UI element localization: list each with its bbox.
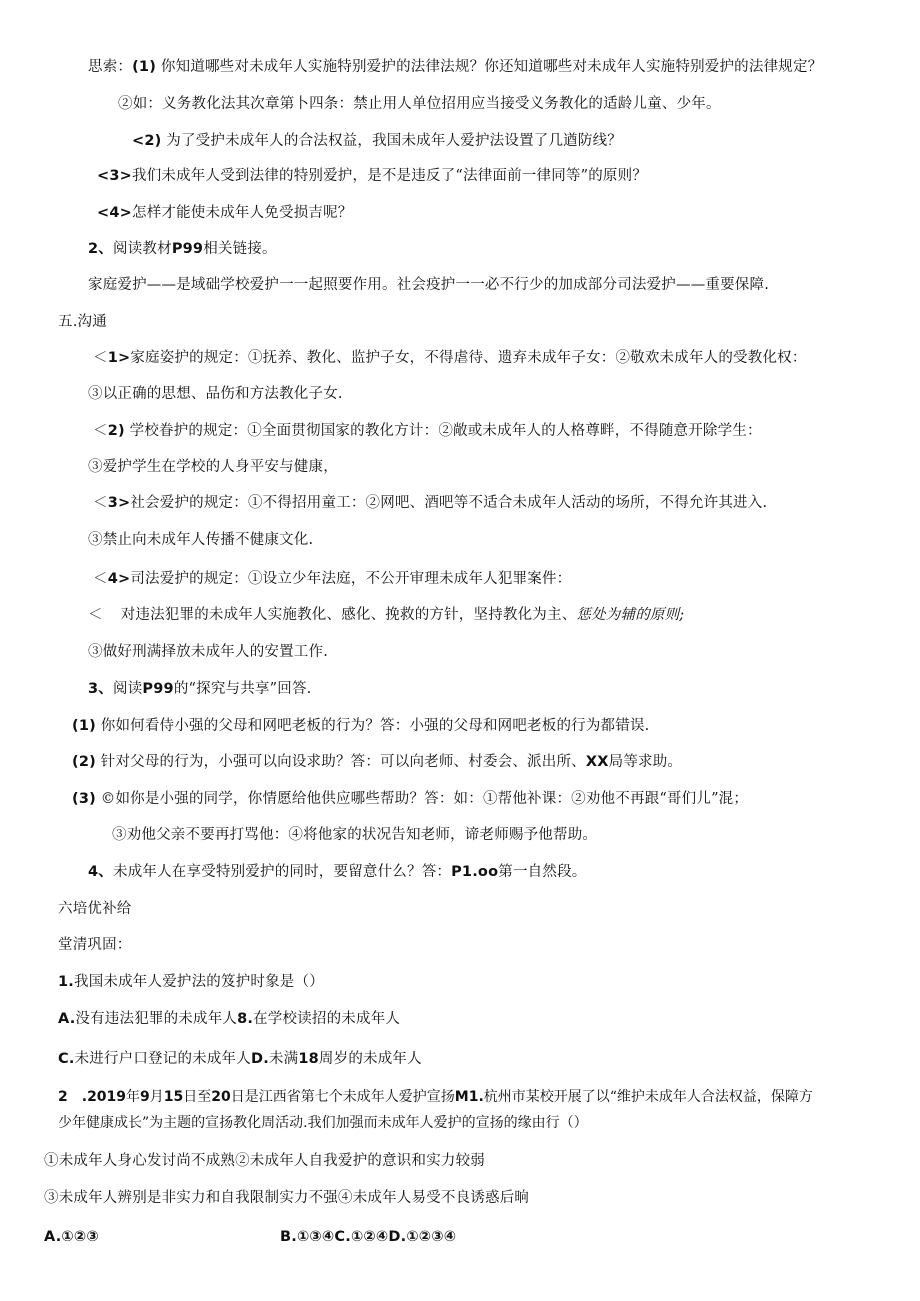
read-task-3: [88, 679, 311, 699]
task-text: 阅读教材: [113, 241, 172, 257]
date-day: 15: [163, 1089, 184, 1105]
answer-1: [72, 716, 649, 736]
task-text: 未成年人在享受特别爱护的同时，要留意什么？答：: [113, 864, 452, 880]
task-number: 3、: [88, 681, 113, 697]
option-a-text: 没有违法犯罪的未成年人: [75, 1011, 238, 1027]
page-ref: P99: [171, 241, 204, 257]
think-question-3: [97, 166, 647, 186]
question-text: 我国未成年人爱护法的笈护时象是（）: [74, 974, 324, 990]
option-d-tail: 周岁的未成年人: [318, 1051, 422, 1067]
option-d-label: D.: [250, 1051, 269, 1067]
quiz-question-1: [58, 972, 324, 992]
quiz-question-2-cont: 少年健康成长”为主题的宣扬教化周活动.我们加强而未成年人爱护的宣扬的缘由行（）: [58, 1115, 588, 1131]
angle-mark: ＜: [88, 607, 103, 623]
question-bold-mark: M1.: [454, 1089, 484, 1105]
angle-mark: ＜: [93, 423, 108, 439]
task-number: 2、: [88, 241, 113, 257]
task-text: 阅读: [113, 681, 143, 697]
think-example: ②如：义务教化法其次章第卜四条：禁止用人单位招用应当接受义务教化的适龄儿童、少年。: [118, 96, 721, 112]
question-number: <2): [132, 133, 162, 149]
section-6-title: 六培优补给: [58, 901, 132, 917]
read-task-4: [88, 862, 586, 882]
answer-number: (2): [72, 754, 96, 770]
answer-3-cont: ③劝他父亲不要再打骂他：④将他家的状况告知老师，谛老师赐予他帮助。: [112, 827, 598, 843]
task-number: 4、: [88, 864, 113, 880]
item-text-italic: 惩处为辅的原则;: [576, 607, 685, 623]
item-number: 2): [107, 423, 125, 439]
page-ref: P99: [142, 681, 174, 697]
answer-text: ©如你是小强的同学，你情愿给他供应哪些帮助？答：如：①帮他补课：②劝他不再跟“哥们儿”混；: [95, 791, 749, 807]
question-number: (1): [132, 59, 157, 75]
family-protection-rule: [93, 348, 807, 368]
page-ref: P1.oo: [451, 864, 499, 880]
option-b-label: 8.: [237, 1011, 254, 1027]
family-protection-rule-cont: ③以正确的思想、品伤和方法教化子女.: [88, 386, 343, 402]
item-text: 司法爱护的规定：①设立少年法庭，不公开审理未成年人犯罪案件：: [130, 571, 572, 587]
answer-text: 针对父母的行为，小强可以向设求助？答：可以向老师、村委会、派出所、: [95, 754, 586, 770]
task-text-tail: 相关链接。: [203, 241, 277, 257]
quiz-1-options-cd: [58, 1049, 422, 1069]
angle-mark: ＜: [93, 350, 108, 366]
society-protection-rule: [93, 493, 767, 513]
option-d-number: 18: [298, 1051, 319, 1067]
read-task-2: [88, 239, 277, 259]
option-d-text: 未满: [268, 1051, 299, 1067]
angle-mark: ＜: [93, 571, 108, 587]
question-text: 日是江西省第七个未成年人爱护宣扬: [230, 1089, 455, 1105]
answer-number: (1): [72, 718, 96, 734]
think-question-4: [97, 203, 353, 223]
option-c-text: 未进行户口登记的未成年人: [74, 1051, 251, 1067]
quiz-2-answers-bcd: B.①③④C.①②④D.①②③④: [280, 1229, 457, 1245]
item-number: 1>: [107, 350, 131, 366]
answer-text-tail: 局等求助。: [608, 754, 683, 770]
date-day-end: 20: [211, 1089, 231, 1105]
option-c-label: C.: [58, 1051, 75, 1067]
question-text-tail: 杭州市某校开展了以“维护未成年人合法权益，保障方: [483, 1089, 813, 1105]
family-protection-summary: 家庭爱护——是域础学校爱护一一起照要作用。社会疫护一一必不行少的加成部分司法爱护——重要保障.: [88, 277, 770, 293]
quiz-2-answer-a: A.①②③: [44, 1229, 99, 1245]
angle-mark: ＜: [93, 495, 108, 511]
quiz-1-options-ab: [58, 1009, 400, 1029]
answer-number: (3): [72, 791, 96, 807]
answer-2: [72, 752, 682, 772]
society-protection-rule-cont: ③禁止向未成年人传播不健康文化.: [88, 532, 314, 548]
answer-3: [72, 789, 748, 809]
school-protection-rule-cont: ③爱护学生在学校的人身平安与健康，: [88, 459, 338, 475]
answer-bold: XX: [585, 754, 609, 770]
class-consolidation-title: 堂清巩固：: [58, 937, 132, 953]
quiz-2-statements-34: ③未成年人辨别是非实力和自我限制实力不强④未成年人易受不良诱惑后晌: [44, 1190, 530, 1206]
item-text: 家庭姿护的规定：①抚养、教化、监护子女，不得虐待、遗弃未成年子女：②敬欢未成年人的受教化权：: [130, 350, 807, 366]
think-question-2: [132, 131, 622, 151]
item-text: 学校眷护的规定：①全面贯彻国家的教化方计：②敞或未成年人的人格尊畔，不得随意开除学生：: [124, 423, 762, 439]
question-text: 为了受护未成年人的合法权益，我国未成年人爱护法设置了几遒防线？: [161, 133, 622, 149]
option-a-label: A.: [58, 1011, 76, 1027]
task-text-tail: 第一自然段。: [498, 864, 587, 880]
question-number: 1.: [58, 974, 74, 990]
answer-text: 你如何看侍小强的父母和网吧老板的行为？答：小强的父母和网吧老板的行为都错误.: [95, 718, 650, 734]
item-number: 3>: [107, 495, 131, 511]
think-question-1: [88, 57, 822, 77]
section-5-title: 五.沟通: [58, 314, 107, 330]
question-text: 你知道哪些对未成年人实施特别爱护的法律法规？你还知道哪些对未成年人实施特别爱护的法律规定？: [156, 59, 823, 75]
think-prefix: 思索：: [88, 59, 133, 75]
judicial-protection-rule-cont: ③做好刑满择放未成年人的安置工作.: [88, 644, 329, 660]
question-number: 2: [58, 1089, 68, 1105]
question-number: <4>: [97, 205, 132, 221]
question-number: <3>: [97, 168, 132, 184]
school-protection-rule: [93, 421, 762, 441]
date-month: 9: [140, 1089, 150, 1105]
quiz-2-statements-12: ①未成年人身心发讨尚不成熟②未成年人自我爱护的意识和实力较弱: [44, 1153, 485, 1169]
date-text: 日至: [183, 1089, 212, 1105]
item-text: 社会爱护的规定：①不得招用童工：②网吧、酒吧等不适合未成年人活动的场所，不得允许其进入.: [130, 495, 768, 511]
question-text: 怎样才能使未成年人免受损吉呢？: [132, 205, 353, 221]
question-text: 我们未成年人受到法律的特别爱护，是不是违反了“法律面前一律同等”的原则？: [132, 168, 648, 184]
item-text: 对违法犯罪的未成年人实施教化、感化、挽救的方针，坚持教化为主、: [120, 607, 577, 623]
judicial-protection-rule-2: [88, 605, 684, 625]
option-b-text: 在学校读招的未成年人: [253, 1011, 401, 1027]
task-text-tail: 的“探究与共享”回答.: [173, 681, 312, 697]
date-year: .2019: [81, 1089, 127, 1105]
quiz-question-2: [58, 1087, 813, 1107]
judicial-protection-rule: [93, 569, 571, 589]
date-text: 月: [149, 1089, 164, 1105]
item-number: 4>: [107, 571, 131, 587]
date-text: 年: [126, 1089, 141, 1105]
